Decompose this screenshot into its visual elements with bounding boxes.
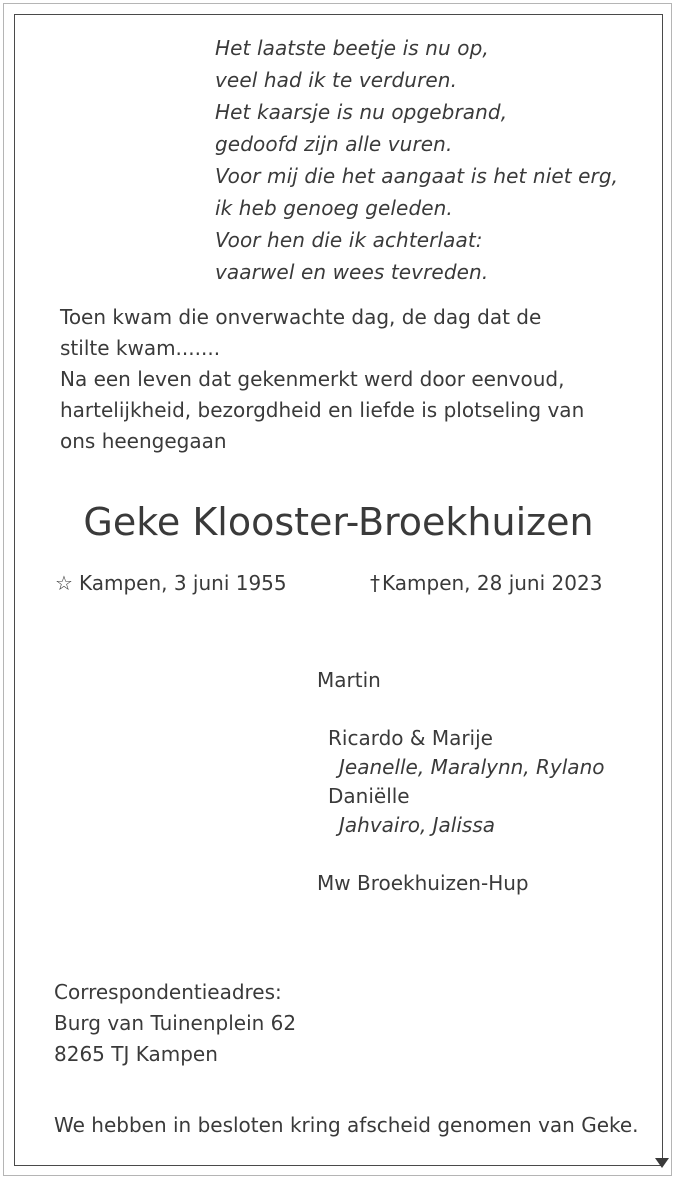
family-child: Ricardo & Marije bbox=[328, 726, 493, 750]
family-grandchildren: Jeanelle, Maralynn, Rylano bbox=[339, 755, 605, 779]
scroll-down-arrow-icon[interactable] bbox=[655, 1158, 669, 1168]
poem-line: Het kaarsje is nu opgebrand, bbox=[215, 100, 508, 124]
spacer bbox=[317, 840, 604, 869]
poem-line: Voor hen die ik achterlaat: bbox=[215, 228, 483, 252]
family-grandchildren: Jahvairo, Jalissa bbox=[339, 813, 496, 837]
star-icon: ☆ bbox=[55, 571, 73, 595]
correspondence-address bbox=[54, 977, 296, 1070]
deceased-name: Geke Klooster-Broekhuizen bbox=[83, 500, 594, 544]
intro-line: Na een leven dat gekenmerkt werd door eenvoud, bbox=[60, 367, 565, 391]
poem-line: Voor mij die het aangaat is het niet erg, bbox=[215, 164, 619, 188]
family-mother: Mw Broekhuizen-Hup bbox=[317, 871, 529, 895]
family-child: Daniëlle bbox=[328, 784, 410, 808]
intro-line: ons heengegaan bbox=[60, 429, 227, 453]
spacer bbox=[317, 695, 604, 724]
closing-text: We hebben in besloten kring afscheid genomen van Geke. bbox=[54, 1113, 639, 1137]
birth-info bbox=[55, 566, 287, 600]
intro-line: hartelijkheid, bezorgdheid en liefde is plotseling van bbox=[60, 398, 585, 422]
intro-line: Toen kwam die onverwachte dag, de dag dat de bbox=[60, 305, 542, 329]
family-list bbox=[317, 666, 604, 898]
intro-text bbox=[60, 302, 584, 457]
address-label: Correspondentieadres: bbox=[54, 980, 282, 1004]
poem-line: ik heb genoeg geleden. bbox=[215, 196, 453, 220]
death-info bbox=[370, 566, 602, 600]
address-street: Burg van Tuinenplein 62 bbox=[54, 1011, 297, 1035]
poem-line: veel had ik te verduren. bbox=[215, 68, 458, 92]
birth-date: Kampen, 3 juni 1955 bbox=[78, 571, 287, 595]
poem-line: Het laatste beetje is nu op, bbox=[215, 36, 489, 60]
poem-line: vaarwel en wees tevreden. bbox=[215, 260, 489, 284]
death-date: Kampen, 28 juni 2023 bbox=[382, 571, 603, 595]
family-partner: Martin bbox=[317, 668, 381, 692]
poem bbox=[215, 32, 618, 288]
poem-line: gedoofd zijn alle vuren. bbox=[215, 132, 453, 156]
cross-icon: † bbox=[370, 571, 380, 595]
intro-line: stilte kwam....... bbox=[60, 336, 221, 360]
address-city: 8265 TJ Kampen bbox=[54, 1042, 218, 1066]
